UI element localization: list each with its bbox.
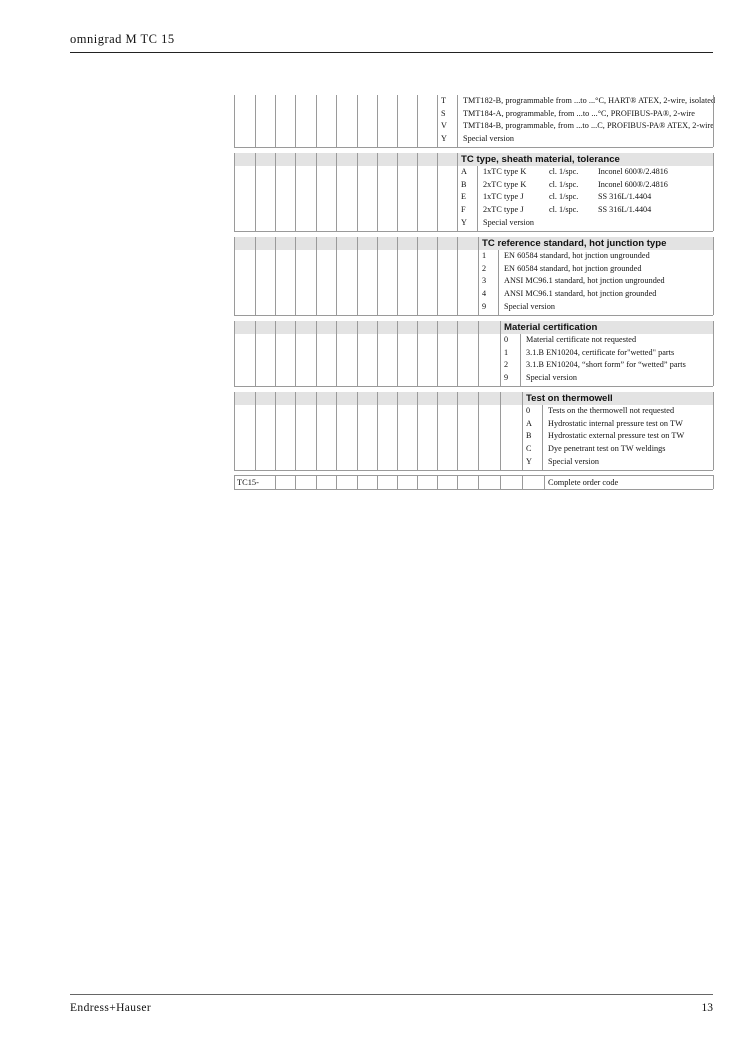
column-divider xyxy=(295,321,296,386)
column-divider xyxy=(234,392,235,470)
option-code: 9 xyxy=(504,373,509,383)
column-divider xyxy=(397,237,398,315)
option-row xyxy=(482,250,711,263)
section-band xyxy=(234,321,713,334)
column-divider xyxy=(316,392,317,470)
option-text: TMT182-B, programmable from ...to ...°C, HART® ATEX, 2-wire, isolated xyxy=(463,96,716,105)
column-divider xyxy=(316,153,317,231)
option-class: cl. 1/spc. xyxy=(549,192,579,202)
option-row xyxy=(461,204,711,217)
option-text: Hydrostatic internal pressure test on TW xyxy=(548,418,683,428)
option-code: 4 xyxy=(482,289,487,299)
section-title: Material certification xyxy=(504,322,598,333)
option-code: B xyxy=(526,431,532,441)
column-divider xyxy=(397,321,398,386)
option-code: V xyxy=(441,121,447,131)
option-code: Y xyxy=(526,456,532,466)
option-code: A xyxy=(526,418,532,428)
option-row xyxy=(526,456,711,469)
order-code-box xyxy=(336,475,337,489)
column-divider xyxy=(417,321,418,386)
column-divider xyxy=(255,95,256,147)
column-divider xyxy=(357,237,358,315)
column-divider xyxy=(357,392,358,470)
order-code-box xyxy=(478,475,479,489)
option-row xyxy=(504,372,711,385)
column-divider xyxy=(478,392,479,470)
option-row xyxy=(504,334,711,347)
header-rule xyxy=(70,52,713,53)
option-row xyxy=(441,120,714,133)
column-divider xyxy=(275,392,276,470)
section-title: TC reference standard, hot junction type xyxy=(482,238,667,249)
column-divider xyxy=(336,321,337,386)
order-code-box xyxy=(437,475,438,489)
option-class: cl. 1/spc. xyxy=(549,167,579,176)
column-divider xyxy=(275,153,276,231)
column-divider xyxy=(457,321,458,386)
column-divider xyxy=(295,95,296,147)
option-text: TMT184-A, programmable, from ...to ...°C, PROFIBUS-PA®, 2-wire xyxy=(463,108,695,118)
option-row xyxy=(461,217,711,230)
option-code: 9 xyxy=(482,301,487,311)
page-number: 13 xyxy=(701,1002,713,1014)
order-code-box xyxy=(316,475,317,489)
order-code-box xyxy=(522,475,523,489)
option-code: S xyxy=(441,108,446,118)
option-row xyxy=(482,275,711,288)
column-divider xyxy=(522,392,523,470)
order-code-box xyxy=(377,475,378,489)
option-code: 0 xyxy=(526,406,531,415)
column-divider xyxy=(336,237,337,315)
column-divider xyxy=(275,237,276,315)
column-divider xyxy=(377,392,378,470)
option-text: Dye penetrant test on TW weldings xyxy=(548,444,666,454)
option-row xyxy=(504,347,711,360)
column-divider xyxy=(500,321,501,386)
option-text: Special version xyxy=(463,134,514,144)
order-code-box xyxy=(500,475,501,489)
column-divider xyxy=(437,321,438,386)
order-code-box xyxy=(457,475,458,489)
header-title: omnigrad M TC 15 xyxy=(70,32,175,46)
order-code-box xyxy=(713,475,714,489)
column-divider xyxy=(295,392,296,470)
section-bottom-rule xyxy=(234,231,713,232)
option-code: Y xyxy=(461,217,467,227)
column-divider xyxy=(255,237,256,315)
option-text: Special version xyxy=(526,373,577,383)
option-code: B xyxy=(461,179,467,189)
column-divider xyxy=(234,153,235,231)
option-row xyxy=(461,191,711,204)
option-text: 2xTC type K xyxy=(483,179,527,189)
column-divider xyxy=(234,321,235,386)
column-divider xyxy=(357,321,358,386)
option-row xyxy=(482,263,711,276)
option-row xyxy=(441,133,711,146)
column-divider xyxy=(437,237,438,315)
column-divider xyxy=(437,153,438,231)
footer-brand: Endress+Hauser xyxy=(70,1002,152,1014)
option-text: EN 60584 standard, hot jnction ungrounded xyxy=(504,251,650,260)
option-text: 1xTC type J xyxy=(483,192,524,202)
column-divider xyxy=(255,321,256,386)
column-divider xyxy=(255,153,256,231)
section-bottom-rule xyxy=(234,386,713,387)
option-row xyxy=(461,166,711,179)
option-text: Hydrostatic external pressure test on TW xyxy=(548,431,685,441)
option-class: cl. 1/spc. xyxy=(549,205,579,215)
column-divider xyxy=(377,153,378,231)
option-class: cl. 1/spc. xyxy=(549,179,579,189)
table-right-border xyxy=(713,153,714,231)
column-divider xyxy=(417,95,418,147)
order-code-box xyxy=(275,475,276,489)
order-row-top xyxy=(234,475,713,476)
column-divider xyxy=(275,95,276,147)
column-divider xyxy=(275,321,276,386)
option-code: 1 xyxy=(482,251,487,260)
option-row xyxy=(526,430,711,443)
option-code: T xyxy=(441,96,447,105)
section-bottom-rule xyxy=(234,147,713,148)
column-divider xyxy=(357,153,358,231)
option-text: 2xTC type J xyxy=(483,205,524,215)
order-code-box xyxy=(295,475,296,489)
option-code: C xyxy=(526,444,532,454)
column-divider xyxy=(417,392,418,470)
column-divider xyxy=(437,95,438,147)
section-bottom-rule xyxy=(234,470,713,471)
option-code: F xyxy=(461,205,466,215)
column-divider xyxy=(336,153,337,231)
option-row xyxy=(526,418,711,431)
section-band xyxy=(234,392,713,405)
column-divider xyxy=(417,237,418,315)
column-divider xyxy=(377,321,378,386)
column-divider xyxy=(437,392,438,470)
column-divider xyxy=(478,237,479,315)
option-text: Special version xyxy=(548,456,599,466)
option-material: Inconel 600®/2.4816 xyxy=(598,167,668,176)
column-divider xyxy=(457,392,458,470)
code-divider xyxy=(477,166,478,231)
option-text: 3.1.B EN10204, “short form” for “wetted” parts xyxy=(526,360,686,370)
column-divider xyxy=(295,153,296,231)
column-divider xyxy=(457,153,458,231)
column-divider xyxy=(234,237,235,315)
order-code-box xyxy=(234,475,235,489)
column-divider xyxy=(377,237,378,315)
order-code-prefix: TC15- xyxy=(237,478,259,487)
column-divider xyxy=(397,153,398,231)
table-right-border xyxy=(713,392,714,470)
option-code: 2 xyxy=(482,263,487,273)
option-material: SS 316L/1.4404 xyxy=(598,192,652,202)
option-row xyxy=(482,301,711,314)
column-divider xyxy=(457,237,458,315)
option-text: ANSI MC96.1 standard, hot jnction grounded xyxy=(504,289,657,299)
column-divider xyxy=(316,321,317,386)
column-divider xyxy=(316,95,317,147)
option-text: ANSI MC96.1 standard, hot jnction ungrounded xyxy=(504,276,665,286)
option-code: 0 xyxy=(504,335,509,344)
option-row xyxy=(441,108,711,121)
column-divider xyxy=(336,392,337,470)
code-divider xyxy=(542,405,543,470)
option-text: Special version xyxy=(504,301,555,311)
column-divider xyxy=(500,392,501,470)
option-code: E xyxy=(461,192,467,202)
order-code-box xyxy=(417,475,418,489)
order-row-bottom xyxy=(234,489,713,490)
option-text: Material certificate not requested xyxy=(526,335,637,344)
column-divider xyxy=(357,95,358,147)
column-divider xyxy=(417,153,418,231)
option-material: Inconel 600®/2.4816 xyxy=(598,179,668,189)
column-divider xyxy=(397,392,398,470)
code-divider xyxy=(457,95,458,147)
order-code-box xyxy=(544,475,545,489)
code-divider xyxy=(498,250,499,315)
section-bottom-rule xyxy=(234,315,713,316)
column-divider xyxy=(397,95,398,147)
column-divider xyxy=(255,392,256,470)
order-code-box xyxy=(397,475,398,489)
option-code: 1 xyxy=(504,347,509,357)
option-code: 2 xyxy=(504,360,509,370)
column-divider xyxy=(478,321,479,386)
option-row xyxy=(526,405,711,418)
order-code-box xyxy=(357,475,358,489)
option-material: SS 316L/1.4404 xyxy=(598,205,652,215)
code-divider xyxy=(520,334,521,386)
option-code: 3 xyxy=(482,276,487,286)
option-code: Y xyxy=(441,134,447,144)
table-right-border xyxy=(713,95,714,147)
option-row xyxy=(526,443,711,456)
option-text: TMT184-B, programmable, from ...to ...C, PROFIBUS-PA® ATEX, 2-wire xyxy=(463,121,714,131)
option-row xyxy=(504,359,711,372)
section-title: Test on thermowell xyxy=(526,393,613,404)
order-code-label: Complete order code xyxy=(548,478,619,487)
column-divider xyxy=(336,95,337,147)
column-divider xyxy=(295,237,296,315)
column-divider xyxy=(316,237,317,315)
option-text: 3.1.B EN10204, certificate for"wetted" parts xyxy=(526,347,675,357)
option-text: Tests on the thermowell not requested xyxy=(548,406,675,415)
footer-rule xyxy=(70,994,713,995)
column-divider xyxy=(234,95,235,147)
option-text: EN 60584 standard, hot jnction grounded xyxy=(504,263,642,273)
table-right-border xyxy=(713,321,714,386)
option-code: A xyxy=(461,167,467,176)
option-text: Special version xyxy=(483,217,534,227)
option-row xyxy=(441,95,716,108)
option-row xyxy=(461,179,711,192)
column-divider xyxy=(377,95,378,147)
option-text: 1xTC type K xyxy=(483,167,527,176)
section-title: TC type, sheath material, tolerance xyxy=(461,154,620,165)
table-right-border xyxy=(713,237,714,315)
option-row xyxy=(482,288,711,301)
